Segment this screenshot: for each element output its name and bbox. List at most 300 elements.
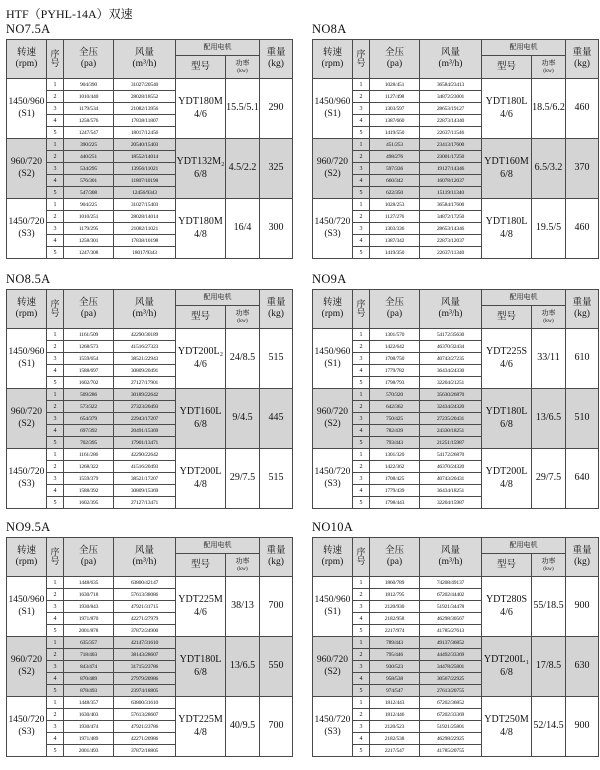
speed-header <box>7 538 47 577</box>
flow-cell: 27235/20431 <box>420 413 482 425</box>
speed-cell <box>313 199 353 259</box>
power-header-unit: (kw) <box>237 318 248 325</box>
pressure-cell: 974/547 <box>370 685 420 697</box>
speed-header-label: 转速 <box>322 546 342 557</box>
table-row <box>313 79 599 91</box>
flow-cell: 46370/32434 <box>420 341 482 353</box>
row-number: 4 <box>353 613 370 625</box>
speed-cell <box>313 329 353 389</box>
flow-cell: 54172/26870 <box>420 449 482 461</box>
power-header-label: 功率 <box>541 309 556 318</box>
speed-stage: (S2) <box>18 666 35 677</box>
table-row <box>7 199 293 211</box>
speed-value: 1450/960 <box>314 96 351 107</box>
pressure-cell: 1798/793 <box>370 377 420 389</box>
power-header-label: 功率 <box>235 309 250 318</box>
flow-header-unit: (m³/h) <box>438 557 463 567</box>
power-header-label: 功率 <box>235 557 250 566</box>
motor-model-cell: YDT180M 4/6 <box>176 79 226 139</box>
pressure-cell: 570/320 <box>370 389 420 401</box>
flow-cell: 37872/18805 <box>114 745 176 757</box>
flow-cell: 22873/14340 <box>420 115 482 127</box>
flow-cell: 47921/23786 <box>114 721 176 733</box>
row-number: 2 <box>353 589 370 601</box>
row-number: 2 <box>47 709 64 721</box>
pressure-header-unit: (pa) <box>80 59 97 69</box>
pressure-cell: 451/253 <box>370 139 420 151</box>
row-number: 3 <box>47 601 64 613</box>
row-number: 5 <box>353 685 370 697</box>
speed-cell <box>313 637 353 697</box>
pressure-cell: 870/489 <box>64 673 114 685</box>
row-number: 3 <box>353 721 370 733</box>
flow-cell: 22943/17207 <box>114 413 176 425</box>
pressure-header <box>370 40 420 79</box>
pressure-cell: 534/295 <box>64 163 114 175</box>
power-cell: 33/11 <box>532 329 566 389</box>
pressure-cell: 1028/451 <box>370 79 420 91</box>
spec-table <box>6 289 293 509</box>
row-number: 3 <box>47 223 64 235</box>
flow-cell: 23974/18805 <box>114 685 176 697</box>
motor-model-cell: YDT132M₂ 6/8 <box>176 139 226 199</box>
pressure-cell: 1708/750 <box>370 353 420 365</box>
table-row <box>313 697 599 709</box>
flow-cell: 18552/14014 <box>114 151 176 163</box>
row-number: 1 <box>353 389 370 401</box>
flow-cell: 15119/11340 <box>420 187 482 199</box>
row-number: 5 <box>47 247 64 259</box>
pressure-cell: 1812/446 <box>370 709 420 721</box>
pressure-cell: 1303/336 <box>370 223 420 235</box>
row-number: 4 <box>47 175 64 187</box>
power-header-unit: (kw) <box>543 68 554 75</box>
pressure-cell: 1708/425 <box>370 473 420 485</box>
flow-cell: 28653/14346 <box>420 223 482 235</box>
row-number: 3 <box>47 473 64 485</box>
pressure-cell: 789/443 <box>370 637 420 649</box>
motor-header: 配用电机 <box>482 290 566 306</box>
flow-header-unit: (m³/h) <box>132 59 157 69</box>
flow-header-label: 风量 <box>134 546 154 557</box>
row-number: 1 <box>353 449 370 461</box>
power-header-unit: (kw) <box>237 68 248 75</box>
speed-cell <box>7 329 47 389</box>
no-header: 序号 <box>47 538 64 577</box>
weight-header-label: 重量 <box>266 546 286 557</box>
pressure-cell: 2217/547 <box>370 745 420 757</box>
motor-model-cell: YDT200L 4/8 <box>176 449 226 509</box>
power-header-unit: (kw) <box>543 566 554 573</box>
document-title: HTF（PYHL-14A）双速 <box>6 7 133 21</box>
flow-cell: 11807/10198 <box>114 175 176 187</box>
speed-cell <box>7 79 47 139</box>
row-number: 3 <box>353 473 370 485</box>
weight-cell: 900 <box>566 577 599 637</box>
motor-model-cell: YDT180L 6/8 <box>482 389 532 449</box>
motor-header: 配用电机 <box>482 538 566 554</box>
speed-value: 960/720 <box>10 406 43 417</box>
pressure-cell: 1301/320 <box>370 449 420 461</box>
weight-header-unit: (kg) <box>268 309 284 319</box>
row-number: 4 <box>353 115 370 127</box>
row-number: 5 <box>47 437 64 449</box>
pressure-cell: 930/523 <box>370 661 420 673</box>
speed-value: 1450/960 <box>8 594 45 605</box>
table-row <box>7 389 293 401</box>
motor-model-cell: YDT200L₂ 4/6 <box>176 329 226 389</box>
flow-cell: 27613/20755 <box>420 685 482 697</box>
row-number: 5 <box>47 497 64 509</box>
weight-cell: 370 <box>566 139 599 199</box>
motor-model-cell: YDT160M 6/8 <box>482 139 532 199</box>
row-number: 1 <box>47 577 64 589</box>
flow-cell: 42290/30189 <box>114 329 176 341</box>
power-header <box>532 306 566 329</box>
table-row <box>313 139 599 151</box>
flow-cell: 30809/20491 <box>114 365 176 377</box>
speed-header-unit: (rpm) <box>321 557 344 567</box>
row-number: 5 <box>353 497 370 509</box>
speed-value: 960/720 <box>10 156 43 167</box>
pressure-cell: 1930/474 <box>64 721 114 733</box>
flow-cell: 28028/18552 <box>114 91 176 103</box>
row-number: 1 <box>47 637 64 649</box>
table-row <box>7 79 293 91</box>
motor-header: 配用电机 <box>176 290 260 306</box>
spec-table <box>6 39 293 259</box>
table-label: NO10A <box>312 520 354 534</box>
pressure-cell: 1387/660 <box>370 115 420 127</box>
pressure-cell: 660/342 <box>370 175 420 187</box>
model-header: 型号 <box>482 56 532 79</box>
speed-cell <box>7 449 47 509</box>
pressure-header-label: 全压 <box>384 546 404 557</box>
table-row <box>313 577 599 589</box>
pressure-cell: 1301/570 <box>370 329 420 341</box>
flow-cell: 41785/27613 <box>420 625 482 637</box>
speed-header-label: 转速 <box>322 298 342 309</box>
pressure-header-unit: (pa) <box>386 309 403 319</box>
motor-model-cell: YDT160L 6/8 <box>176 389 226 449</box>
flow-cell: 36434/24330 <box>420 365 482 377</box>
row-number: 3 <box>353 163 370 175</box>
pressure-header <box>64 538 114 577</box>
speed-stage: (S2) <box>18 168 35 179</box>
flow-cell: 13956/11021 <box>114 163 176 175</box>
flow-cell: 19127/14346 <box>420 163 482 175</box>
pressure-cell: 2120/930 <box>370 601 420 613</box>
table-row <box>313 637 599 649</box>
pressure-cell: 843/474 <box>64 661 114 673</box>
table-row <box>313 199 599 211</box>
pressure-cell: 509/286 <box>64 389 114 401</box>
pressure-cell: 795/446 <box>370 649 420 661</box>
power-header-label: 功率 <box>541 557 556 566</box>
pressure-cell: 1448/357 <box>64 697 114 709</box>
power-header-label: 功率 <box>235 59 250 68</box>
row-number: 1 <box>353 139 370 151</box>
flow-cell: 21082/13956 <box>114 103 176 115</box>
flow-header <box>420 538 482 577</box>
speed-header <box>7 40 47 79</box>
flow-header <box>114 538 176 577</box>
speed-stage: (S3) <box>324 726 341 737</box>
speed-stage: (S3) <box>18 478 35 489</box>
flow-cell: 47921/31715 <box>114 601 176 613</box>
speed-value: 1450/960 <box>314 346 351 357</box>
row-number: 1 <box>353 577 370 589</box>
flow-cell: 46370/24320 <box>420 461 482 473</box>
flow-cell: 28028/14014 <box>114 211 176 223</box>
row-number: 3 <box>353 601 370 613</box>
no-header: 序号 <box>353 290 370 329</box>
flow-header <box>114 290 176 329</box>
flow-cell: 17901/13471 <box>114 437 176 449</box>
row-number: 4 <box>47 485 64 497</box>
weight-cell: 290 <box>260 79 293 139</box>
power-cell: 17/8.5 <box>532 637 566 697</box>
speed-value: 1450/960 <box>8 346 45 357</box>
table-label: NO9A <box>312 272 347 286</box>
flow-cell: 42271/20986 <box>114 733 176 745</box>
speed-value: 1450/960 <box>8 96 45 107</box>
pressure-cell: 1602/395 <box>64 497 114 509</box>
row-number: 3 <box>47 721 64 733</box>
table-row <box>7 329 293 341</box>
flow-header-label: 风量 <box>134 48 154 59</box>
speed-value: 1450/720 <box>314 714 351 725</box>
row-number: 1 <box>47 449 64 461</box>
weight-header <box>260 538 293 577</box>
pressure-cell: 547/308 <box>64 187 114 199</box>
model-header: 型号 <box>176 554 226 577</box>
table-row <box>7 449 293 461</box>
flow-cell: 38521/22943 <box>114 353 176 365</box>
pressure-cell: 1419/550 <box>370 127 420 139</box>
pressure-cell: 1630/403 <box>64 709 114 721</box>
flow-cell: 63800/31610 <box>114 697 176 709</box>
row-number: 5 <box>353 437 370 449</box>
flow-header-unit: (m³/h) <box>132 557 157 567</box>
model-header: 型号 <box>482 306 532 329</box>
power-cell: 38/13 <box>226 577 260 637</box>
weight-header-unit: (kg) <box>574 557 590 567</box>
power-cell: 18.5/6.2 <box>532 79 566 139</box>
pressure-cell: 635/357 <box>64 637 114 649</box>
weight-cell: 445 <box>260 389 293 449</box>
flow-cell: 49137/36852 <box>420 637 482 649</box>
row-number: 5 <box>47 745 64 757</box>
row-number: 4 <box>353 673 370 685</box>
flow-cell: 30567/22925 <box>420 673 482 685</box>
speed-value: 1450/720 <box>314 466 351 477</box>
weight-cell: 460 <box>566 79 599 139</box>
table-row <box>313 449 599 461</box>
pressure-cell: 576/301 <box>64 175 114 187</box>
pressure-header <box>64 40 114 79</box>
flow-cell: 42147/31610 <box>114 637 176 649</box>
speed-value: 1450/960 <box>314 594 351 605</box>
flow-cell: 40743/20431 <box>420 473 482 485</box>
flow-cell: 27979/20986 <box>114 673 176 685</box>
power-header <box>532 554 566 577</box>
flow-header-label: 风量 <box>440 298 460 309</box>
weight-cell: 700 <box>260 697 293 757</box>
flow-cell: 27127/17901 <box>114 377 176 389</box>
pressure-cell: 1387/342 <box>370 235 420 247</box>
table-label: NO7.5A <box>6 22 51 36</box>
speed-value: 1450/720 <box>8 466 45 477</box>
row-number: 2 <box>47 91 64 103</box>
pressure-cell: 1798/443 <box>370 497 420 509</box>
weight-cell: 550 <box>260 637 293 697</box>
weight-header-unit: (kg) <box>574 309 590 319</box>
pressure-cell: 718/403 <box>64 649 114 661</box>
weight-cell: 325 <box>260 139 293 199</box>
pressure-cell: 1602/702 <box>64 377 114 389</box>
flow-cell: 27323/20493 <box>114 401 176 413</box>
flow-cell: 57613/28607 <box>114 709 176 721</box>
pressure-cell: 1812/795 <box>370 589 420 601</box>
power-cell: 16/4 <box>226 199 260 259</box>
speed-stage: (S1) <box>18 358 35 369</box>
row-number: 1 <box>353 199 370 211</box>
pressure-cell: 750/425 <box>370 413 420 425</box>
motor-model-cell: YDT200L 4/8 <box>482 449 532 509</box>
pressure-cell: 958/538 <box>370 673 420 685</box>
row-number: 4 <box>353 485 370 497</box>
row-number: 4 <box>353 235 370 247</box>
flow-cell: 51921/25801 <box>420 721 482 733</box>
pressure-cell: 1268/322 <box>64 461 114 473</box>
power-cell: 29/7.5 <box>226 449 260 509</box>
row-number: 5 <box>353 187 370 199</box>
row-number: 3 <box>47 163 64 175</box>
row-number: 3 <box>47 103 64 115</box>
row-number: 1 <box>353 329 370 341</box>
flow-cell: 31027/15403 <box>114 199 176 211</box>
pressure-cell: 1779/439 <box>370 485 420 497</box>
speed-stage: (S3) <box>18 726 35 737</box>
speed-stage: (S3) <box>324 228 341 239</box>
weight-header <box>566 290 599 329</box>
pressure-cell: 702/395 <box>64 437 114 449</box>
pressure-cell: 1559/654 <box>64 353 114 365</box>
speed-stage: (S1) <box>324 108 341 119</box>
pressure-cell: 1559/379 <box>64 473 114 485</box>
pressure-cell: 2182/958 <box>370 613 420 625</box>
weight-cell: 515 <box>260 329 293 389</box>
table-label: NO8A <box>312 22 347 36</box>
motor-header: 配用电机 <box>482 40 566 56</box>
row-number: 5 <box>47 685 64 697</box>
speed-header-unit: (rpm) <box>15 309 38 319</box>
speed-value: 1450/720 <box>314 216 351 227</box>
row-number: 3 <box>353 103 370 115</box>
flow-cell: 36434/18251 <box>420 485 482 497</box>
pressure-cell: 1448/635 <box>64 577 114 589</box>
power-header-unit: (kw) <box>237 566 248 573</box>
speed-stage: (S2) <box>324 168 341 179</box>
speed-stage: (S3) <box>324 478 341 489</box>
row-number: 4 <box>353 175 370 187</box>
flow-cell: 17838/10198 <box>114 235 176 247</box>
flow-cell: 34478/25801 <box>420 661 482 673</box>
weight-header <box>260 290 293 329</box>
speed-cell <box>313 449 353 509</box>
flow-cell: 67202/36852 <box>420 697 482 709</box>
pressure-header <box>370 290 420 329</box>
speed-stage: (S2) <box>18 418 35 429</box>
row-number: 1 <box>353 697 370 709</box>
row-number: 2 <box>353 709 370 721</box>
row-number: 5 <box>47 127 64 139</box>
row-number: 5 <box>47 187 64 199</box>
table-row <box>313 389 599 401</box>
row-number: 2 <box>353 461 370 473</box>
motor-model-cell: YDT225M 4/6 <box>176 577 226 637</box>
row-number: 3 <box>47 353 64 365</box>
pressure-cell: 1971/489 <box>64 733 114 745</box>
pressure-cell: 878/493 <box>64 685 114 697</box>
row-number: 2 <box>47 649 64 661</box>
spec-table <box>312 39 599 259</box>
spec-table <box>312 289 599 509</box>
pressure-cell: 573/322 <box>64 401 114 413</box>
speed-header <box>313 290 353 329</box>
pressure-cell: 793/443 <box>370 437 420 449</box>
pressure-cell: 2120/523 <box>370 721 420 733</box>
row-number: 2 <box>47 589 64 601</box>
speed-stage: (S1) <box>18 108 35 119</box>
motor-model-cell: YDT250M 4/8 <box>482 697 532 757</box>
weight-header <box>566 538 599 577</box>
power-cell: 6.5/3.2 <box>532 139 566 199</box>
power-header-unit: (kw) <box>543 318 554 325</box>
flow-cell: 24330/18251 <box>420 425 482 437</box>
row-number: 4 <box>47 115 64 127</box>
pressure-cell: 1247/547 <box>64 127 114 139</box>
pressure-cell: 1010/251 <box>64 211 114 223</box>
pressure-header-unit: (pa) <box>80 309 97 319</box>
row-number: 1 <box>47 697 64 709</box>
flow-cell: 41785/20755 <box>420 745 482 757</box>
table-row <box>7 577 293 589</box>
table-label: NO8.5A <box>6 272 51 286</box>
pressure-cell: 1422/362 <box>370 461 420 473</box>
flow-cell: 31027/20540 <box>114 79 176 91</box>
pressure-cell: 1127/276 <box>370 211 420 223</box>
pressure-cell: 440/251 <box>64 151 114 163</box>
speed-cell <box>313 139 353 199</box>
pressure-cell: 1860/789 <box>370 577 420 589</box>
pressure-cell: 697/392 <box>64 425 114 437</box>
flow-cell: 36584/17600 <box>420 199 482 211</box>
pressure-cell: 1258/301 <box>64 235 114 247</box>
motor-model-cell: YDT180L 4/6 <box>482 79 532 139</box>
flow-cell: 63800/42147 <box>114 577 176 589</box>
flow-cell: 57613/38086 <box>114 589 176 601</box>
flow-cell: 34872/23001 <box>420 91 482 103</box>
no-header: 序号 <box>47 290 64 329</box>
pressure-cell: 1930/843 <box>64 601 114 613</box>
speed-cell <box>7 697 47 757</box>
motor-model-cell: YDT180L 6/8 <box>176 637 226 697</box>
flow-cell: 21082/11021 <box>114 223 176 235</box>
flow-cell: 18017/12456 <box>114 127 176 139</box>
weight-cell: 900 <box>566 697 599 757</box>
